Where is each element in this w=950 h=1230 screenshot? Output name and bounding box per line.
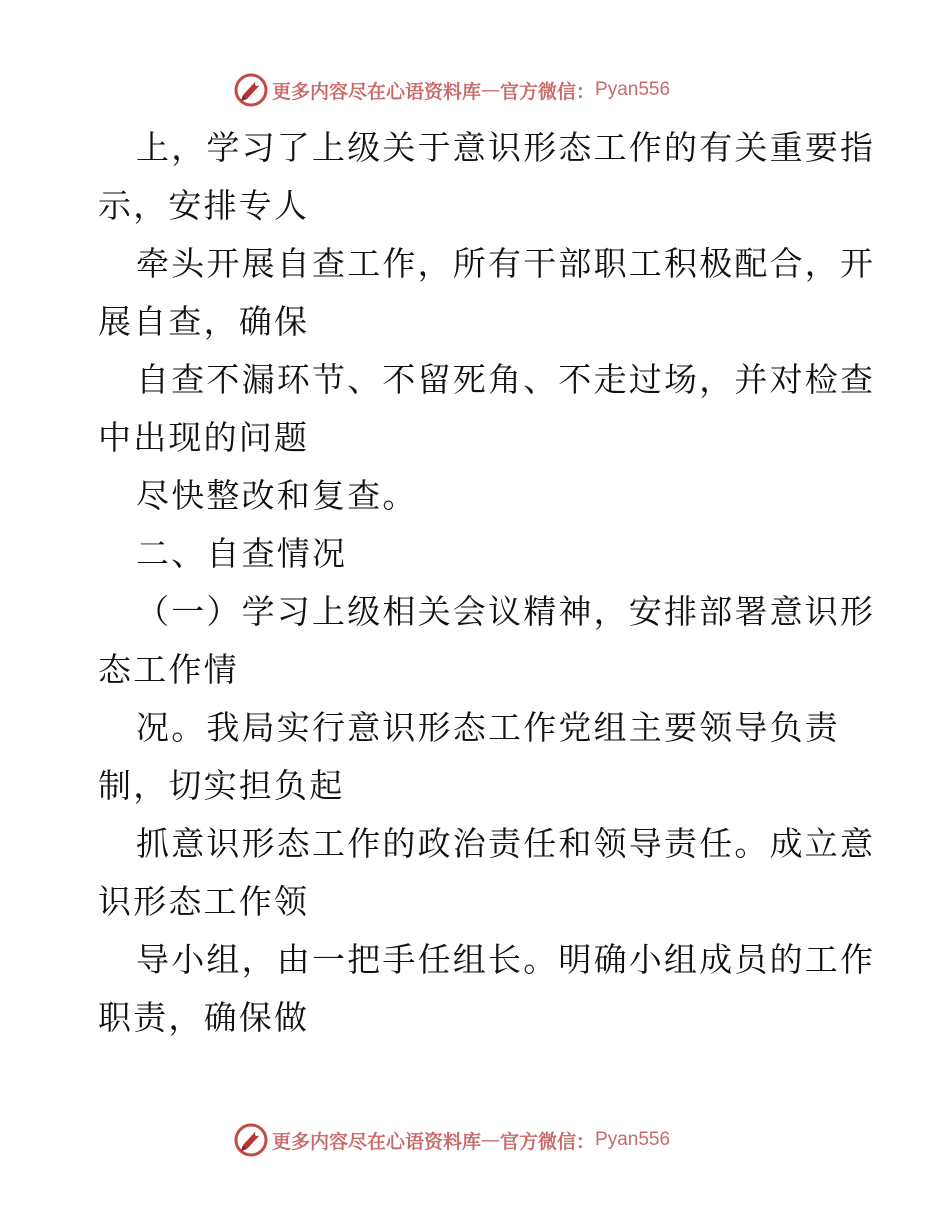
watermark-contact-label: 官方微信：	[500, 80, 596, 103]
watermark-site-text: 更多内容尽在心语资料库	[272, 80, 482, 103]
body-line: 抓意识形态工作的政治责任和领导责任。成立意	[136, 824, 876, 863]
body-line: 自查不漏环节、不留死角、不走过场，并对检查	[136, 360, 876, 399]
section-heading: 二、自查情况	[136, 534, 348, 573]
body-line: 尽快整改和复查。	[136, 476, 418, 515]
red-circle-logo-icon	[234, 73, 268, 107]
body-line: 制，切实担负起	[98, 766, 345, 805]
body-line: 职责，确保做	[98, 998, 310, 1037]
watermark-contact-id: Pyan556	[595, 1129, 671, 1150]
footer-watermark	[234, 1123, 670, 1157]
red-circle-logo-icon	[234, 1123, 268, 1157]
body-line: 上，学习了上级关于意识形态工作的有关重要指	[136, 128, 876, 167]
body-line: 导小组，由一把手任组长。明确小组成员的工作	[136, 940, 876, 979]
body-line: 示，安排专人	[98, 186, 310, 225]
body-line: 况。我局实行意识形态工作党组主要领导负责	[136, 708, 840, 747]
body-line: 牵头开展自查工作，所有干部职工积极配合，开	[136, 244, 876, 283]
body-line: 中出现的问题	[98, 418, 310, 457]
body-line: 识形态工作领	[98, 882, 310, 921]
watermark-site-text: 更多内容尽在心语资料库	[272, 1130, 482, 1153]
watermark-separator: —	[481, 1129, 501, 1151]
body-line: 态工作情	[98, 650, 239, 689]
body-line: 展自查，确保	[98, 302, 310, 341]
watermark-contact-label: 官方微信：	[500, 1130, 596, 1153]
watermark-separator: —	[481, 79, 501, 101]
header-watermark	[234, 73, 670, 107]
subsection-heading: （一）学习上级相关会议精神，安排部署意识形	[136, 592, 876, 631]
watermark-contact-id: Pyan556	[595, 79, 671, 100]
